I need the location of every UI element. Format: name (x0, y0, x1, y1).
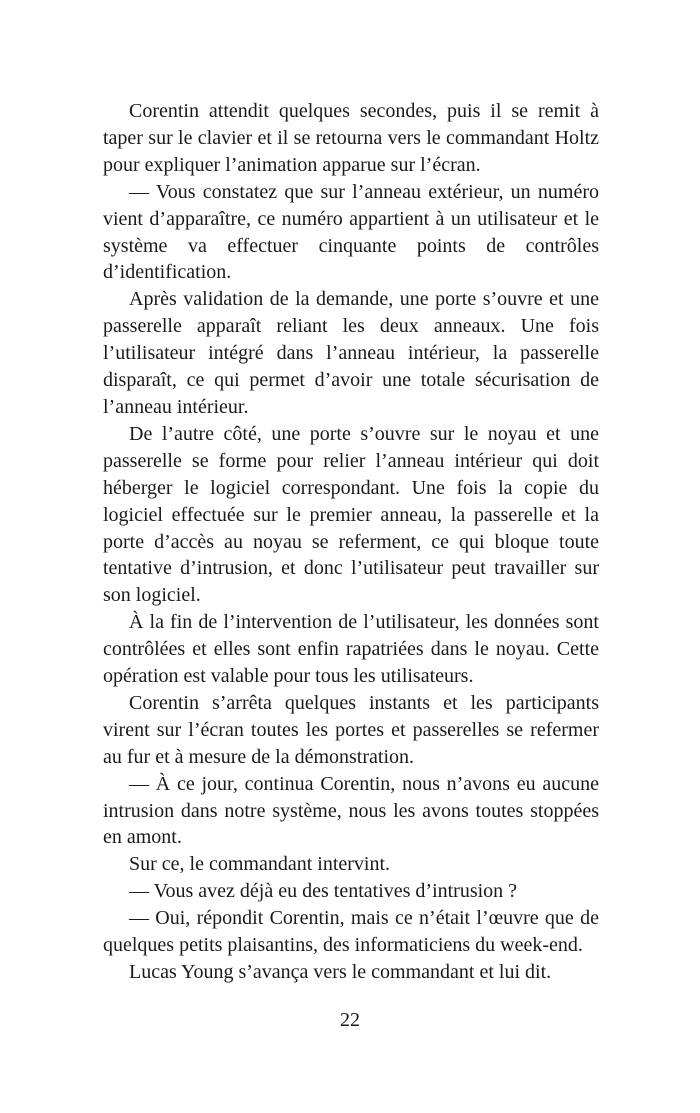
page-body (103, 98, 599, 986)
paragraph-6: Corentin s’arrêta quelques instants et les participants virent sur l’écran toutes les portes et passerelles se refermer au fur et à mesure de la démonstration. (103, 691, 599, 768)
paragraph-2: — Vous constatez que sur l’anneau extérieur, un numéro vient d’apparaître, ce numéro appartient à un utilisateur et le système va effectuer cinquante points de contrôles d’identification. (103, 180, 599, 284)
paragraph-3: Après validation de la demande, une porte s’ouvre et une passerelle apparaît reliant les deux anneaux. Une fois l’utilisateur intégré dans l’anneau intérieur, la passerelle disparaît, ce qui permet d’avoir une totale sécurisation de l’anneau intérieur. (103, 288, 599, 418)
paragraph-7: — À ce jour, continua Corentin, nous n’avons eu aucune intrusion dans notre système, nous les avons toutes stoppées en amont. (103, 772, 599, 849)
paragraph-9: — Vous avez déjà eu des tentatives d’intrusion ? (129, 880, 518, 903)
paragraph-5: À la fin de l’intervention de l’utilisateur, les données sont contrôlées et elles sont enfin rapatriées dans le noyau. Cette opération est valable pour tous les utilisateurs. (103, 611, 599, 688)
paragraph-4: De l’autre côté, une porte s’ouvre sur le noyau et une passerelle se forme pour relier l’anneau intérieur qui doit héberger le logiciel correspondant. Une fois la copie du logiciel effectuée sur le premier anneau, la passerelle et la porte d’accès au noyau se referment, ce qui bloque toute tentative d’intrusion, et donc l’utilisateur peut travailler sur son logiciel. (103, 422, 599, 607)
paragraph-8: Sur ce, le commandant intervint. (129, 853, 391, 876)
page-number: 22 (340, 1009, 360, 1031)
paragraph-1: Corentin attendit quelques secondes, puis il se remit à taper sur le clavier et il se retourna vers le commandant Holtz pour expliquer l’animation apparue sur l’écran. (103, 100, 599, 176)
paragraph-10: — Oui, répondit Corentin, mais ce n’était l’œuvre que de quelques petits plaisantins, des informaticiens du week-end. (103, 907, 599, 957)
paragraph-11: Lucas Young s’avança vers le commandant et lui dit. (129, 961, 552, 983)
